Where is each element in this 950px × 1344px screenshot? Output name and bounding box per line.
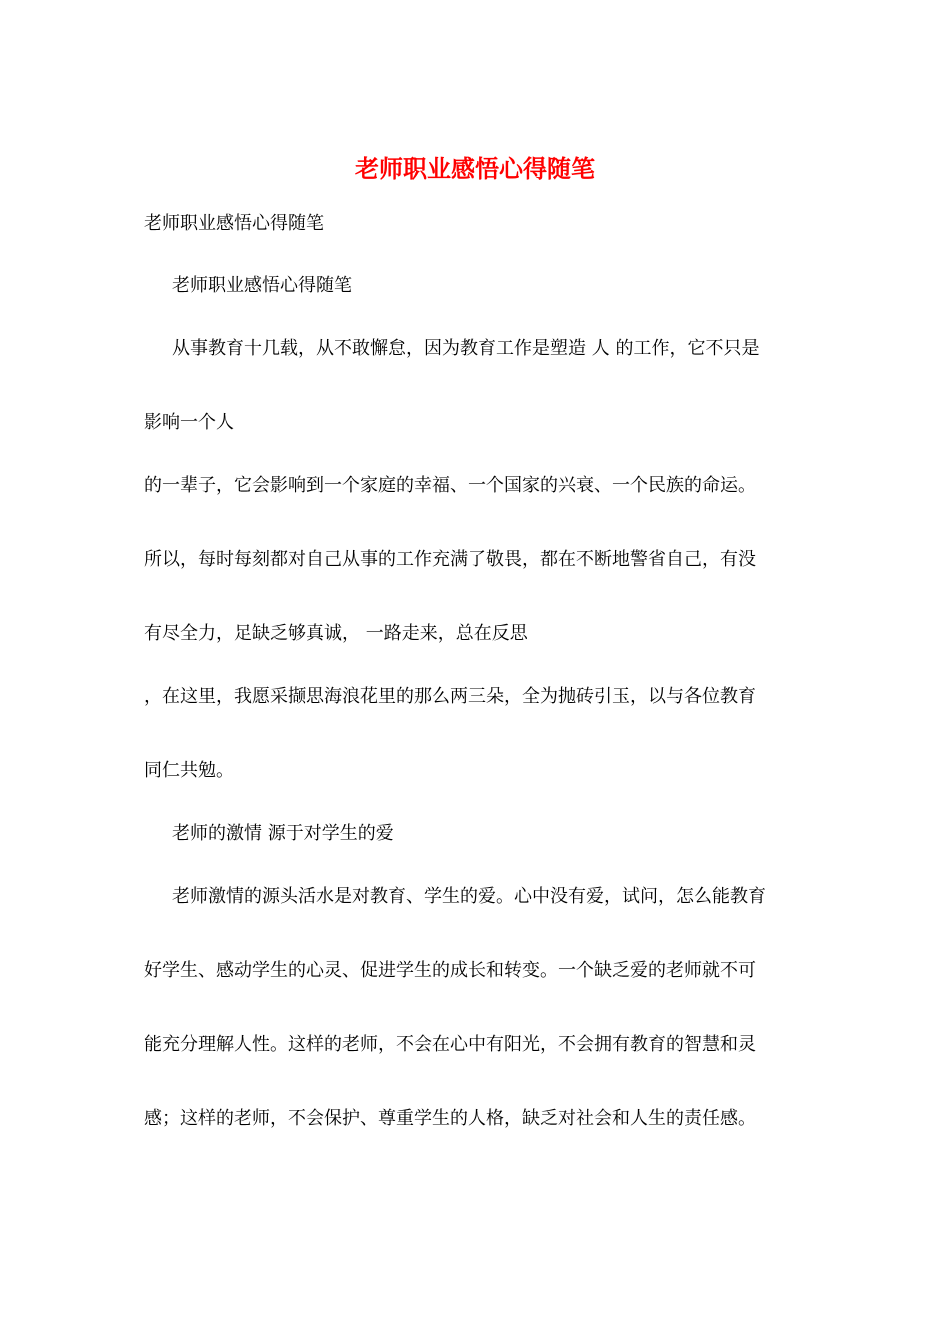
document-title: 老师职业感悟心得随笔 bbox=[355, 155, 595, 183]
paragraph-line: 从事教育十几载，从不敢懈怠，因为教育工作是塑造 人 的工作，它不只是 bbox=[172, 338, 760, 359]
paragraph-line: 同仁共勉。 bbox=[144, 760, 234, 781]
section-heading: 老师的激情 源于对学生的爱 bbox=[172, 823, 394, 844]
paragraph-line: 感；这样的老师，不会保护、尊重学生的人格，缺乏对社会和人生的责任感。 bbox=[144, 1108, 756, 1129]
paragraph-line: 影响一个人 bbox=[144, 412, 234, 433]
paragraph-line: 老师激情的源头活水是对教育、学生的爱。心中没有爱，试问，怎么能教育 bbox=[172, 886, 766, 907]
paragraph-line: 好学生、感动学生的心灵、促进学生的成长和转变。一个缺乏爱的老师就不可 bbox=[144, 960, 756, 981]
subtitle-line: 老师职业感悟心得随笔 bbox=[144, 213, 324, 234]
paragraph-line: 有尽全力，足缺乏够真诚， 一路走来，总在反思 bbox=[144, 623, 528, 644]
paragraph-line: 的一辈子，它会影响到一个家庭的幸福、一个国家的兴衰、一个民族的命运。 bbox=[144, 475, 756, 496]
paragraph-line: 所以，每时每刻都对自己从事的工作充满了敬畏，都在不断地警省自己，有没 bbox=[144, 549, 756, 570]
section-heading: 老师职业感悟心得随笔 bbox=[172, 275, 352, 296]
paragraph-line: 能充分理解人性。这样的老师，不会在心中有阳光，不会拥有教育的智慧和灵 bbox=[144, 1034, 756, 1055]
paragraph-line: ，在这里，我愿采撷思海浪花里的那么两三朵，全为抛砖引玉，以与各位教育 bbox=[144, 686, 756, 707]
